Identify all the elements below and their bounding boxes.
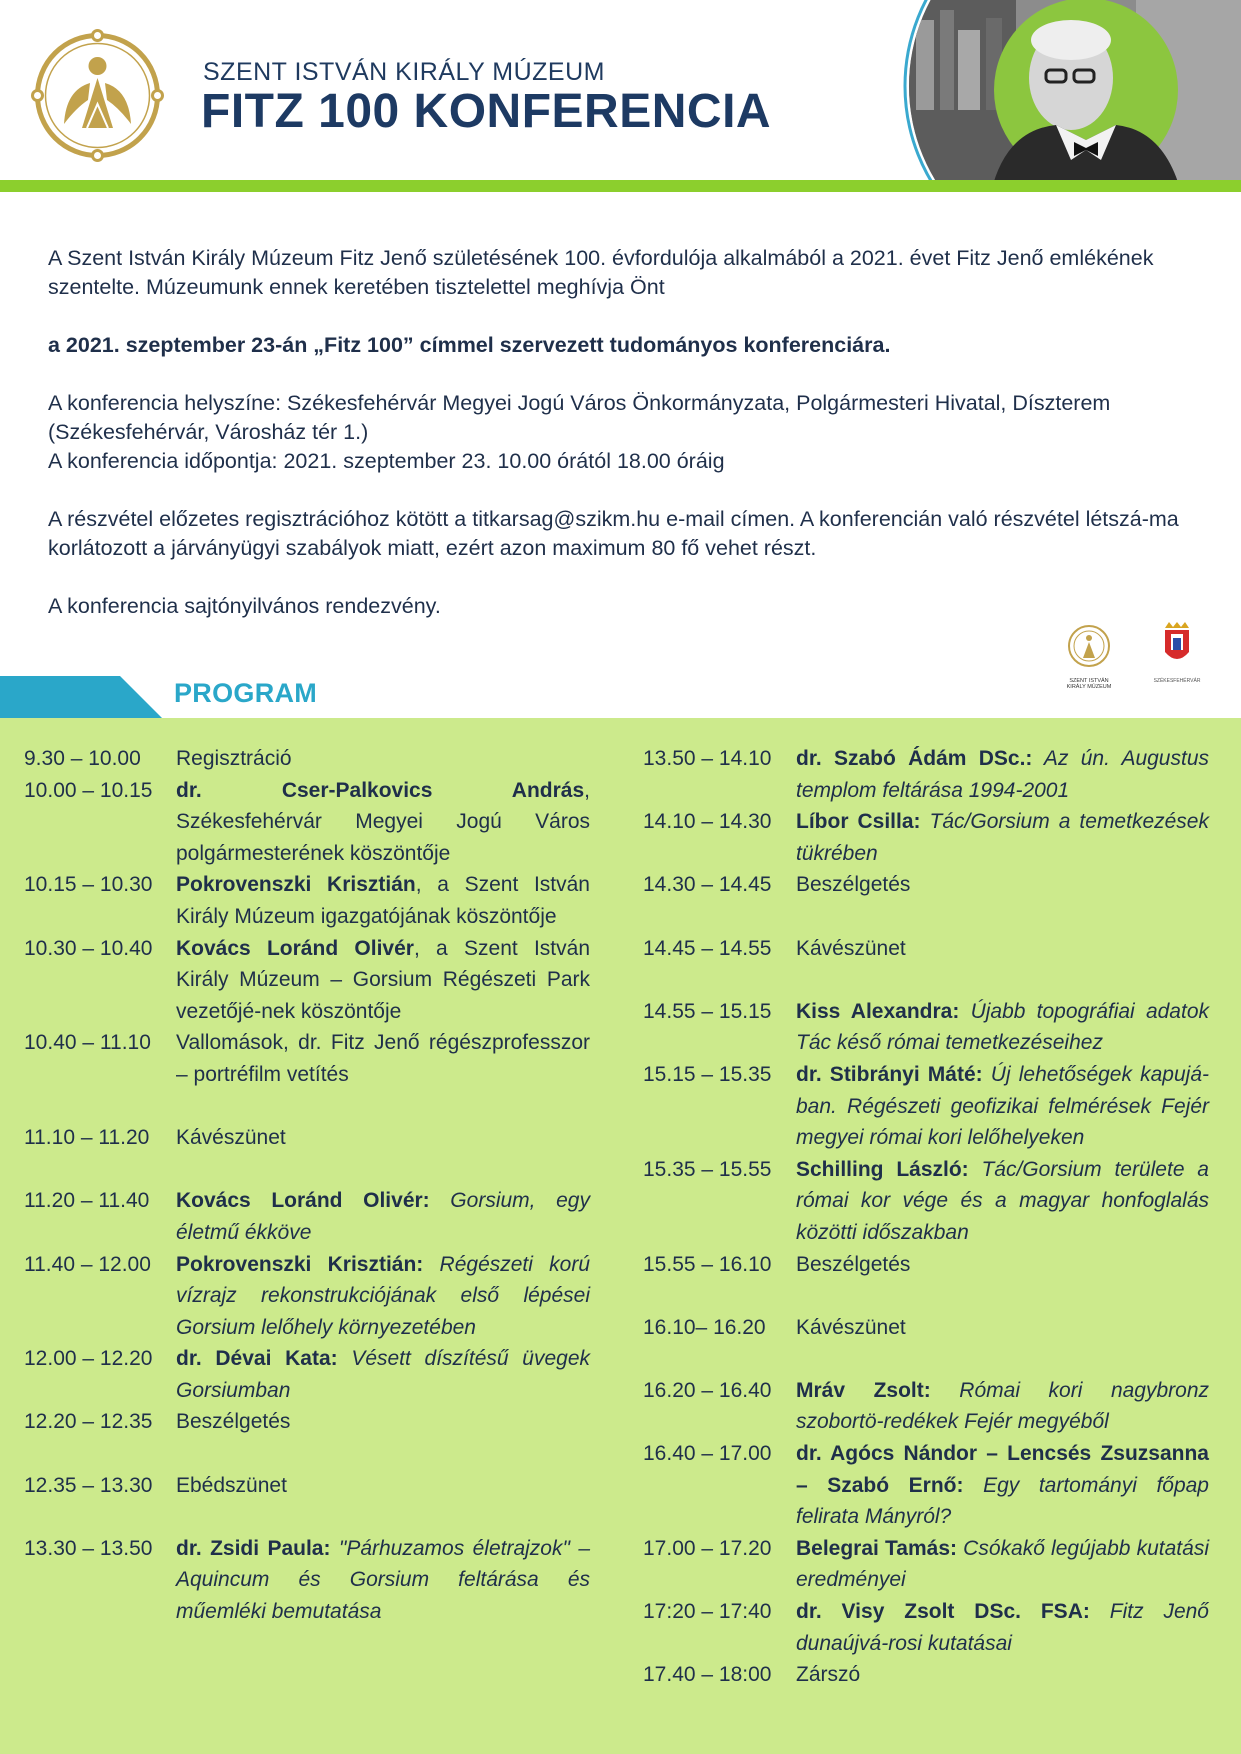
program-entry (796, 1659, 1209, 1691)
program-entry (176, 1027, 590, 1090)
speaker-name: Kiss Alexandra: (796, 999, 960, 1023)
talk-title: Régészeti korú vízrajz rekonstrukciójának első lépései Gorsium lelőhely környezetében (176, 1252, 591, 1339)
entry-text: Kávészünet (796, 1315, 906, 1339)
program-entry (796, 1249, 1209, 1281)
program-row (24, 933, 590, 1028)
talk-title: Csókakő legújabb kutatási eredményei (796, 1536, 1209, 1592)
program-row (643, 806, 1209, 869)
program-entry (796, 743, 1209, 806)
entry-text: Beszélgetés (796, 1252, 911, 1276)
museum-angel-logo-icon (30, 28, 165, 163)
program-row (24, 1533, 590, 1628)
speaker-name: dr. Szabó Ádám DSc.: (796, 747, 1033, 770)
speaker-name: dr. Agócs Nándor – Lencsés Zsuzsanna – Szabó Ernő: (796, 1442, 1209, 1497)
venue-address: (Székesfehérvár, Városház tér 1.) (48, 420, 369, 444)
program-row (643, 1659, 1209, 1691)
program-row (24, 1470, 590, 1502)
program-time: 16.20 – 16.40 (643, 1378, 772, 1402)
program-entry (796, 1154, 1209, 1249)
speaker-name: Belegrai Tamás: (796, 1536, 958, 1560)
page-header (0, 0, 1241, 192)
program-entry (176, 1249, 590, 1344)
program-time: 12.35 – 13.30 (24, 1473, 153, 1497)
program-time: 14.10 – 14.30 (643, 810, 772, 834)
header-accent-bar (0, 180, 1241, 192)
program-time: 17.00 – 17.20 (643, 1536, 772, 1560)
partner-logos (1055, 620, 1215, 692)
entry-text: Beszélgetés (176, 1410, 291, 1434)
venue-line: A konferencia helyszíne: Székesfehérvár Megyei Jogú Város Önkormányzata, Polgármesteri Hivatal, Díszterem (48, 391, 1111, 415)
program-row (24, 1185, 590, 1248)
registration-paragraph: A részvétel előzetes regisztrációhoz kötött a titkarsag@szikm.hu e-mail címen. A konferencián való részvétel létszá-ma korlátozott a járványügyi szabályok miatt, ezért azon maximum 80 fő vehet részt. (48, 507, 1179, 560)
row-spacer (24, 1091, 590, 1123)
program-row (643, 1438, 1209, 1533)
program-entry (176, 1533, 590, 1628)
talk-title: Az ún. Augustus templom feltárása 1994-2001 (796, 747, 1209, 802)
program-row (643, 1533, 1209, 1596)
program-time: 15.35 – 15.55 (643, 1157, 772, 1181)
program-time: 10.30 – 10.40 (24, 936, 153, 960)
page-title: FITZ 100 KONFERENCIA (201, 85, 772, 138)
program-time: 14.45 – 14.55 (643, 936, 772, 960)
invitation-text (48, 244, 1198, 621)
speaker-name: Kovács Loránd Olivér (176, 936, 414, 960)
program-time: 11.10 – 11.20 (24, 1126, 150, 1150)
city-coat-of-arms-icon (1165, 622, 1189, 659)
program-row (24, 1249, 590, 1344)
program-row (24, 869, 590, 932)
program-row (643, 1154, 1209, 1249)
speaker-name: Schilling László: (796, 1157, 969, 1181)
program-row (643, 1312, 1209, 1344)
speaker-name: dr. Cser-Palkovics András (176, 778, 585, 802)
program-time: 16.40 – 17.00 (643, 1442, 772, 1466)
talk-title: Fitz Jenő dunaújvá-rosi kutatásai (796, 1600, 1209, 1655)
program-entry (176, 869, 590, 932)
speaker-name: Pokrovenszki Krisztián (176, 873, 416, 897)
program-column-afternoon (643, 743, 1209, 1691)
program-time: 15.55 – 16.10 (643, 1252, 772, 1276)
program-entry (796, 1438, 1209, 1533)
program-row (643, 1375, 1209, 1438)
talk-title: Vésett díszítésű üvegek Gorsiumban (176, 1347, 590, 1402)
speaker-name: dr. Dévai Kata: (176, 1347, 338, 1371)
program-time: 12.00 – 12.20 (24, 1347, 153, 1371)
intro-highlight: a 2021. szeptember 23-án „Fitz 100” címmel szervezett tudományos konferenciára. (48, 333, 891, 357)
program-time: 10.40 – 11.10 (24, 1031, 151, 1055)
entry-text: , a Szent István Király Múzeum – Gorsium Régészeti Park vezetőjé-nek köszöntője (176, 936, 591, 1023)
program-entry (176, 1470, 590, 1502)
program-entry (796, 1375, 1209, 1438)
intro-paragraph: A Szent István Király Múzeum Fitz Jenő születésének 100. évfordulója alkalmából a 2021. évet Fitz Jenő emlékének szentelte. Múzeumunk ennek keretében tisztelettel meghívja Önt (48, 246, 1154, 299)
program-entry (176, 1343, 590, 1406)
program-time: 16.10– 16.20 (643, 1315, 766, 1339)
program-heading: PROGRAM (174, 678, 318, 708)
program-row (24, 775, 590, 870)
row-spacer (24, 1501, 590, 1533)
program-entry (796, 933, 1209, 965)
entry-text: Vallomások, dr. Fitz Jenő régészprofesszor – portréfilm vetítés (176, 1031, 590, 1086)
program-row (24, 1027, 590, 1090)
program-time: 14.30 – 14.45 (643, 873, 772, 897)
program-time: 12.20 – 12.35 (24, 1410, 153, 1434)
speaker-name: Líbor Csilla: (796, 810, 921, 834)
date-line: A konferencia időpontja: 2021. szeptember 23. 10.00 órától 18.00 óráig (48, 449, 725, 473)
entry-text: Kávészünet (796, 936, 906, 960)
press-note: A konferencia sajtónyilvános rendezvény. (48, 594, 441, 618)
program-time: 9.30 – 10.00 (24, 747, 141, 770)
talk-title: Új lehetőségek kapujá-ban. Régészeti geofizikai felmérések Fejér megyei római kori lelőhelyeken (796, 1062, 1209, 1150)
talk-title: "Párhuzamos életrajzok" – Aquincum és Gorsium feltárása és műemléki bemutatása (176, 1536, 591, 1624)
program-row (643, 933, 1209, 965)
row-spacer (643, 1280, 1209, 1312)
speaker-name: dr. Visy Zsolt DSc. FSA: (796, 1600, 1090, 1624)
program-entry (176, 775, 590, 870)
row-spacer (24, 1154, 590, 1186)
program-entry (176, 1122, 590, 1154)
entry-text: Beszélgetés (796, 873, 911, 897)
museum-small-name-line1: SZENT ISTVÁN (1069, 678, 1109, 684)
row-spacer (24, 1438, 590, 1470)
program-entry (796, 1533, 1209, 1596)
program-row (643, 869, 1209, 901)
speaker-name: dr. Zsidi Paula: (176, 1536, 331, 1560)
program-entry (796, 1312, 1209, 1344)
speaker-name: Pokrovenszki Krisztián: (176, 1252, 424, 1276)
speaker-name: Kovács Loránd Olivér: (176, 1189, 430, 1213)
program-row (24, 1343, 590, 1406)
row-spacer (643, 901, 1209, 933)
program-row (24, 743, 590, 775)
talk-title: Tác/Gorsium területe a római kor vége és a magyar honfoglalás közötti időszakban (796, 1157, 1209, 1244)
program-time: 10.00 – 10.15 (24, 778, 153, 802)
program-column-morning (24, 743, 590, 1628)
program-entry (176, 1185, 590, 1248)
city-name: SZÉKESFEHÉRVÁR (1153, 678, 1201, 684)
program-row (24, 1122, 590, 1154)
program-entry (796, 806, 1209, 869)
program-time: 13.30 – 13.50 (24, 1536, 153, 1560)
program-row (24, 1406, 590, 1438)
program-row (643, 743, 1209, 806)
entry-text: , a Szent István Király Múzeum igazgatójának köszöntője (176, 873, 590, 928)
entry-text: Kávészünet (176, 1126, 286, 1150)
program-entry (796, 869, 1209, 901)
talk-title: Újabb topográfiai adatok Tác késő római temetkezéseihez (796, 999, 1209, 1055)
speaker-name: Mráv Zsolt: (796, 1378, 931, 1402)
program-time: 10.15 – 10.30 (24, 873, 153, 897)
entry-text: Ebédszünet (176, 1473, 287, 1497)
program-row (643, 996, 1209, 1059)
talk-title: Római kori nagybronz szobortö-redékek Fejér megyéből (796, 1378, 1210, 1434)
program-entry (176, 933, 590, 1028)
program-entry (176, 1406, 590, 1438)
program-row (643, 1059, 1209, 1154)
museum-small-name-line2: KIRÁLY MÚZEUM (1066, 684, 1112, 690)
program-row (643, 1249, 1209, 1281)
program-entry (796, 1596, 1209, 1659)
program-time: 17:20 – 17:40 (643, 1600, 772, 1624)
program-time: 11.20 – 11.40 (24, 1189, 150, 1213)
program-time: 11.40 – 12.00 (24, 1252, 151, 1276)
entry-text: Zárszó (796, 1663, 861, 1687)
entry-text: Regisztráció (176, 747, 292, 770)
portrait-photo-icon (896, 0, 1241, 192)
museum-name: SZENT ISTVÁN KIRÁLY MÚZEUM (203, 58, 605, 86)
program-entry (176, 743, 590, 775)
program-entry (796, 996, 1209, 1059)
program-time: 15.15 – 15.35 (643, 1062, 772, 1086)
museum-small-logo-icon (1069, 626, 1109, 666)
program-time: 17.40 – 18:00 (643, 1663, 772, 1687)
program-time: 13.50 – 14.10 (643, 747, 772, 770)
program-tab-shape (0, 676, 162, 718)
talk-title: Gorsium, egy életmű ékköve (176, 1189, 590, 1244)
program-time: 14.55 – 15.15 (643, 999, 772, 1023)
program-row (643, 1596, 1209, 1659)
speaker-name: dr. Stibrányi Máté: (796, 1062, 983, 1086)
program-entry (796, 1059, 1209, 1154)
talk-title: Tác/Gorsium a temetkezések tükrében (796, 810, 1209, 865)
talk-title: Egy tartományi főpap felirata Mányról? (796, 1473, 1209, 1529)
row-spacer (643, 1343, 1209, 1375)
row-spacer (643, 964, 1209, 996)
entry-text: , Székesfehérvár Megyei Jogú Város polgármesterének köszöntője (176, 778, 590, 865)
